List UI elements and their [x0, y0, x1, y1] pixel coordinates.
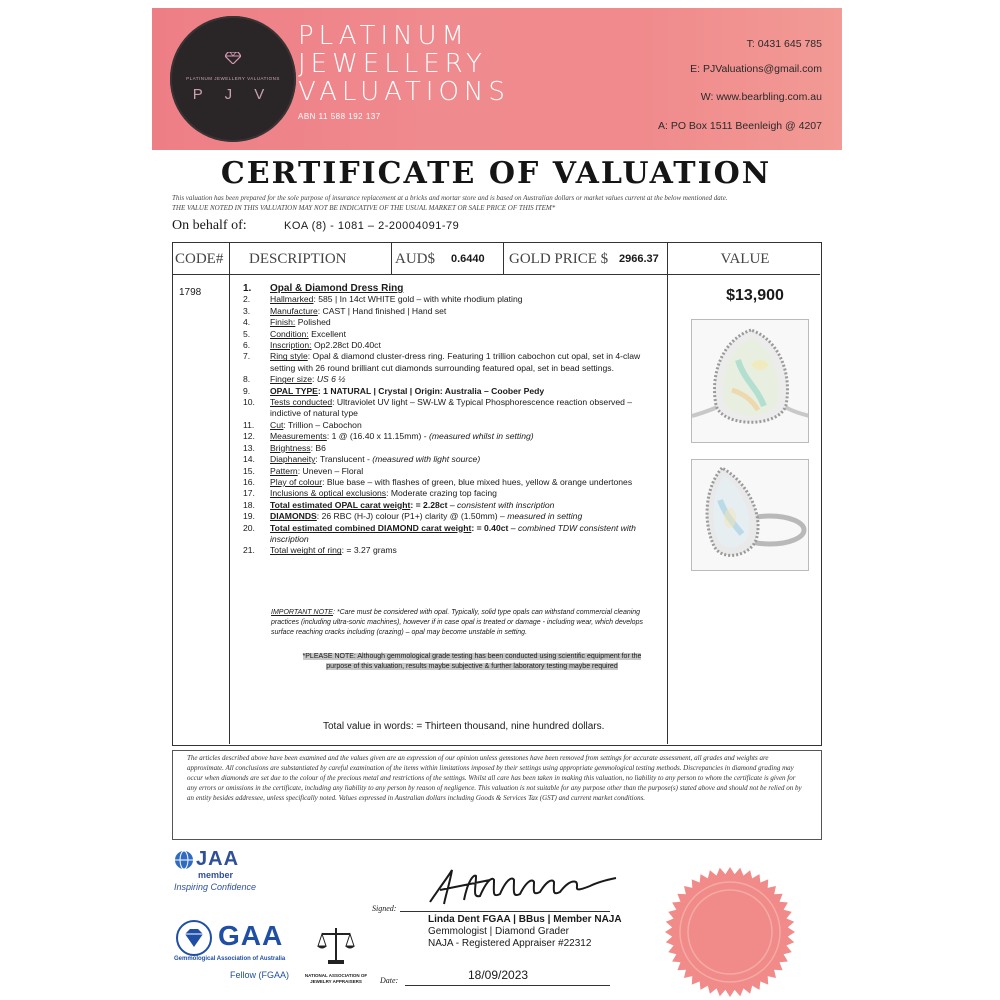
disclaimer-line: This valuation has been prepared for the sole purpose of insurance replacement at a bricks and mortar store and is based on Australian dollars or market values current at the below mentioned date. — [172, 194, 728, 202]
item-number: 6. — [243, 340, 251, 351]
description-item — [243, 477, 663, 488]
jaa-member: member — [198, 870, 234, 880]
date-line — [405, 985, 610, 986]
ring-photo-front — [691, 319, 809, 443]
signer-role: Gemmologist | Diamond Grader — [428, 926, 569, 937]
item-text — [270, 466, 663, 477]
item-text-segment: : = 0.40ct — [471, 522, 509, 533]
header-code: CODE# — [175, 251, 224, 267]
item-text-segment: (measured with light source) — [372, 454, 481, 465]
item-number: 3. — [243, 305, 251, 316]
item-text — [270, 545, 663, 556]
item-text-segment: Inscription: — [270, 340, 312, 351]
header-aud: AUD$ — [395, 251, 435, 267]
item-text-segment: : Ultraviolet UV light – SW-LW & Typical Phosphorescence reaction observed – indictive of natural type — [270, 397, 633, 419]
item-number: 20. — [243, 522, 255, 533]
logo-initials: P J V — [192, 86, 274, 103]
description-item — [243, 317, 663, 328]
important-note-label: IMPORTANT NOTE — [271, 609, 333, 616]
item-text-segment: : Translucent - — [315, 454, 373, 465]
header-description: DESCRIPTION — [249, 251, 347, 267]
item-number: 10. — [243, 397, 255, 408]
item-text-segment: Total estimated OPAL carat weight — [270, 499, 411, 510]
item-text-segment: : 1 @ (16.40 x 11.15mm) - — [326, 431, 430, 442]
description-item — [243, 386, 663, 397]
item-text-segment: Excellent — [308, 328, 346, 339]
gaa-name: GAA — [218, 920, 284, 951]
item-text — [270, 340, 663, 351]
item-text — [270, 306, 663, 317]
gaa-subtitle: Gemmological Association of Australia — [174, 956, 286, 962]
item-number: 5. — [243, 328, 251, 339]
brand-line: PLATINUM — [298, 21, 469, 51]
item-text-segment: Hallmarked — [270, 294, 314, 305]
logo-small-text: PLATINUM JEWELLERY VALUATIONS — [186, 76, 280, 81]
item-text — [270, 374, 663, 385]
item-text-segment: : Blue base – with flashes of green, blue mixed hues, yellow & orange undertones — [322, 476, 633, 487]
contact-email[interactable]: E: PJValuations@gmail.com — [690, 63, 822, 75]
description-list — [243, 283, 663, 557]
item-text-segment: Diaphaneity — [270, 454, 316, 465]
item-text-segment: Ring style — [270, 351, 308, 362]
item-text — [270, 431, 663, 442]
item-text — [270, 500, 663, 511]
gaa-fellow: Fellow (FGAA) — [230, 970, 290, 980]
description-item — [243, 523, 663, 546]
item-number: 1. — [243, 283, 252, 294]
brand-line: VALUATIONS — [298, 77, 510, 107]
naja-name: NATIONAL ASSOCIATION OF JEWELRY APPRAISERS — [304, 973, 368, 984]
item-text-segment: Op2.28ct D0.40ct — [311, 340, 381, 351]
please-note — [299, 652, 645, 672]
description-item — [243, 431, 663, 442]
description-item — [243, 306, 663, 317]
item-text-segment: OPAL TYPE — [270, 385, 318, 396]
item-number: 17. — [243, 488, 255, 499]
gem-badge-icon — [174, 920, 214, 956]
please-note-text: *PLEASE NOTE: Although gemmological grade testing has been conducted using scientific equipment for the purpose of this valuation, results maybe subjective & further laboratory testing maybe required — [302, 653, 642, 670]
description-item — [243, 545, 663, 556]
column-divider — [391, 243, 392, 275]
item-text — [270, 454, 663, 465]
abn-number: ABN 11 588 192 137 — [298, 112, 381, 121]
item-text — [270, 443, 663, 454]
date-value: 18/09/2023 — [468, 968, 529, 982]
item-text-segment: Tests conducted — [270, 397, 333, 408]
contact-phone: T: 0431 645 785 — [746, 38, 822, 50]
item-number: 16. — [243, 476, 255, 487]
value-in-words: Total value in words: = Thirteen thousand, nine hundred dollars. — [323, 721, 605, 732]
important-note-text: : *Care must be considered with opal. Typically, solid type opals can withstand commercial cleaning practices (including ultra-sonic machines), however if in case opal is treated or damage - including wear, which develops surface reaching cracks including (crazing) – opal may become unstable in setting. — [271, 609, 643, 636]
gold-price: 2966.37 — [619, 253, 659, 265]
item-text — [270, 477, 663, 488]
contact-website[interactable]: W: www.bearbling.com.au — [700, 91, 822, 103]
header-banner — [152, 8, 842, 150]
item-text — [270, 511, 663, 522]
item-number: 9. — [243, 385, 251, 396]
brand-name — [298, 22, 510, 106]
disclaimer-line: THE VALUE NOTED IN THIS VALUATION MAY NOT BE INDICATIVE OF THE USUAL MARKET OR SALE PRICE OF THIS ITEM* — [172, 203, 556, 212]
certificate-page — [150, 8, 842, 993]
item-text — [270, 488, 663, 499]
item-text-segment: Opal & Diamond Dress Ring — [270, 283, 404, 294]
item-text-segment: : = 2.28ct — [410, 499, 448, 510]
item-text — [270, 523, 663, 546]
seal-edge — [665, 867, 795, 997]
column-divider — [667, 243, 668, 744]
description-item — [243, 500, 663, 511]
item-text-segment: : Trillion – Cabochon — [283, 419, 362, 430]
behalf-value: KOA (8) - 1081 – 2-20004091-79 — [284, 220, 460, 232]
item-text-segment: Total estimated combined DIAMOND carat weight — [270, 522, 472, 533]
column-divider — [229, 243, 230, 744]
contact-address: A: PO Box 1511 Beenleigh @ 4207 — [658, 120, 822, 132]
description-item — [243, 374, 663, 385]
description-item — [243, 340, 663, 351]
ring-photo-angle — [691, 459, 809, 571]
item-text — [270, 329, 663, 340]
signed-label: Signed: — [372, 904, 397, 913]
item-text-segment: Pattern — [270, 465, 298, 476]
column-divider — [503, 243, 504, 275]
item-text-segment: Total weight of ring — [270, 545, 342, 556]
item-text-segment: : CAST | Hand finished | Hand set — [317, 305, 447, 316]
item-text-segment: : = 3.27 grams — [341, 545, 397, 556]
date-label: Date: — [380, 976, 399, 985]
item-text-segment: Finger size — [270, 374, 313, 385]
page-title: CERTIFICATE OF VALUATION — [220, 156, 772, 191]
item-text-segment: Cut — [270, 419, 284, 430]
item-number: 18. — [243, 499, 255, 510]
item-text — [270, 420, 663, 431]
valuation-table — [172, 242, 822, 746]
description-item — [243, 283, 663, 294]
item-text-segment: Play of colour — [270, 476, 323, 487]
description-item — [243, 397, 663, 420]
diamond-icon — [225, 52, 241, 64]
item-text-segment: Polished — [295, 317, 331, 328]
seal-stamp — [664, 866, 796, 998]
item-text-segment: (measured whilst in setting) — [429, 431, 534, 442]
item-number: 21. — [243, 545, 255, 556]
important-note — [271, 608, 651, 638]
description-item — [243, 443, 663, 454]
item-code: 1798 — [179, 287, 202, 298]
aud-rate: 0.6440 — [451, 253, 485, 265]
signer-registration: NAJA - Registered Appraiser #22312 — [428, 938, 592, 949]
jaa-tagline: Inspiring Confidence — [174, 882, 257, 892]
item-text — [270, 317, 663, 328]
item-text-segment: Inclusions & optical exclusions — [270, 488, 387, 499]
item-number: 11. — [243, 419, 255, 430]
item-number: 12. — [243, 431, 255, 442]
jaa-name: JAA — [196, 848, 240, 870]
description-item — [243, 466, 663, 477]
item-text — [270, 283, 663, 294]
item-number: 4. — [243, 317, 251, 328]
item-text-segment: : 26 RBC (H-J) colour (P1+) clarity @ (1.50mm) – — [316, 511, 508, 522]
item-text-segment: Manufacture — [270, 305, 318, 316]
item-text — [270, 351, 663, 374]
item-text — [270, 294, 663, 305]
signature — [420, 860, 620, 910]
description-item — [243, 351, 663, 374]
disclaimer — [172, 194, 842, 213]
behalf-label: On behalf of: — [172, 218, 247, 233]
item-text-segment: : Moderate crazing top facing — [386, 488, 497, 499]
item-text-segment: – combined TDW consistent with inscription — [270, 522, 636, 544]
item-text-segment: : Opal & diamond cluster-dress ring. Featuring 1 trillion cabochon cut opal, set in 4-claw setting with 26 round brilliant cut diamonds surrounding featured opal, set in bead settings. — [270, 351, 641, 373]
item-text-segment: DIAMONDS — [270, 511, 317, 522]
item-text-segment: : 585 | In 14ct WHITE gold – with white rhodium plating — [313, 294, 523, 305]
item-text-segment: measured in setting — [507, 511, 583, 522]
item-number: 15. — [243, 465, 255, 476]
description-item — [243, 511, 663, 522]
item-text-segment: Finish: — [270, 317, 296, 328]
item-text-segment: : B6 — [310, 442, 326, 453]
item-text-segment: : — [312, 374, 317, 385]
item-text-segment: Measurements — [270, 431, 327, 442]
item-text-segment: : Uneven – Floral — [297, 465, 364, 476]
valuation-price: $13,900 — [726, 287, 784, 304]
description-item — [243, 329, 663, 340]
item-text — [270, 397, 663, 420]
item-text-segment: – consistent with inscription — [447, 499, 555, 510]
item-text-segment: Condition: — [270, 328, 309, 339]
item-number: 19. — [243, 511, 255, 522]
item-number: 14. — [243, 454, 255, 465]
description-item — [243, 420, 663, 431]
item-text — [270, 386, 663, 397]
description-item — [243, 294, 663, 305]
description-item — [243, 488, 663, 499]
item-text-segment: : 1 NATURAL | Crystal | Origin: Australia – Coober Pedy — [317, 385, 545, 396]
brand-line: JEWELLERY — [298, 49, 487, 79]
item-number: 7. — [243, 351, 251, 362]
naja-logo — [300, 924, 372, 984]
scales-icon — [316, 924, 356, 966]
fine-print: The articles described above have been examined and the values given are an expression of our opinion unless gemstones have been removed from settings for accurate assessment, all grades and weights are approximate. All conclusions are substantiated by careful examination of the items within limitations imposed by their settings using appropriate gemmological testing methods. Discrepancies in diamond grading may occur when diamonds are set due to the colour of the precious metal and restrictions of the settings. Whilst all care has been taken in making this valuation, no liability to any person to whom the certificate is given for any errors or omissions in the certificate, including any liability to any person by reason of negligence. This valuation is not suitable for any purpose other than the purpose(s) stated above and should not be relied on by an entity besides addressee, unless specifically noted. Values expressed in Australian dollars including Goods & Services Tax (GST) and current market conditions. — [172, 750, 822, 840]
item-number: 8. — [243, 374, 251, 385]
item-text-segment: US 6 ½ — [316, 374, 346, 385]
item-text-segment: Brightness — [270, 442, 311, 453]
globe-icon — [174, 850, 194, 870]
item-number: 2. — [243, 294, 251, 305]
signature-line — [400, 911, 610, 912]
signer-name: Linda Dent FGAA | BBus | Member NAJA — [428, 914, 622, 925]
item-number: 13. — [243, 442, 255, 453]
pjv-logo — [170, 16, 296, 142]
header-value: VALUE — [720, 251, 770, 267]
header-gold-price: GOLD PRICE $ — [509, 251, 609, 267]
description-item — [243, 454, 663, 465]
